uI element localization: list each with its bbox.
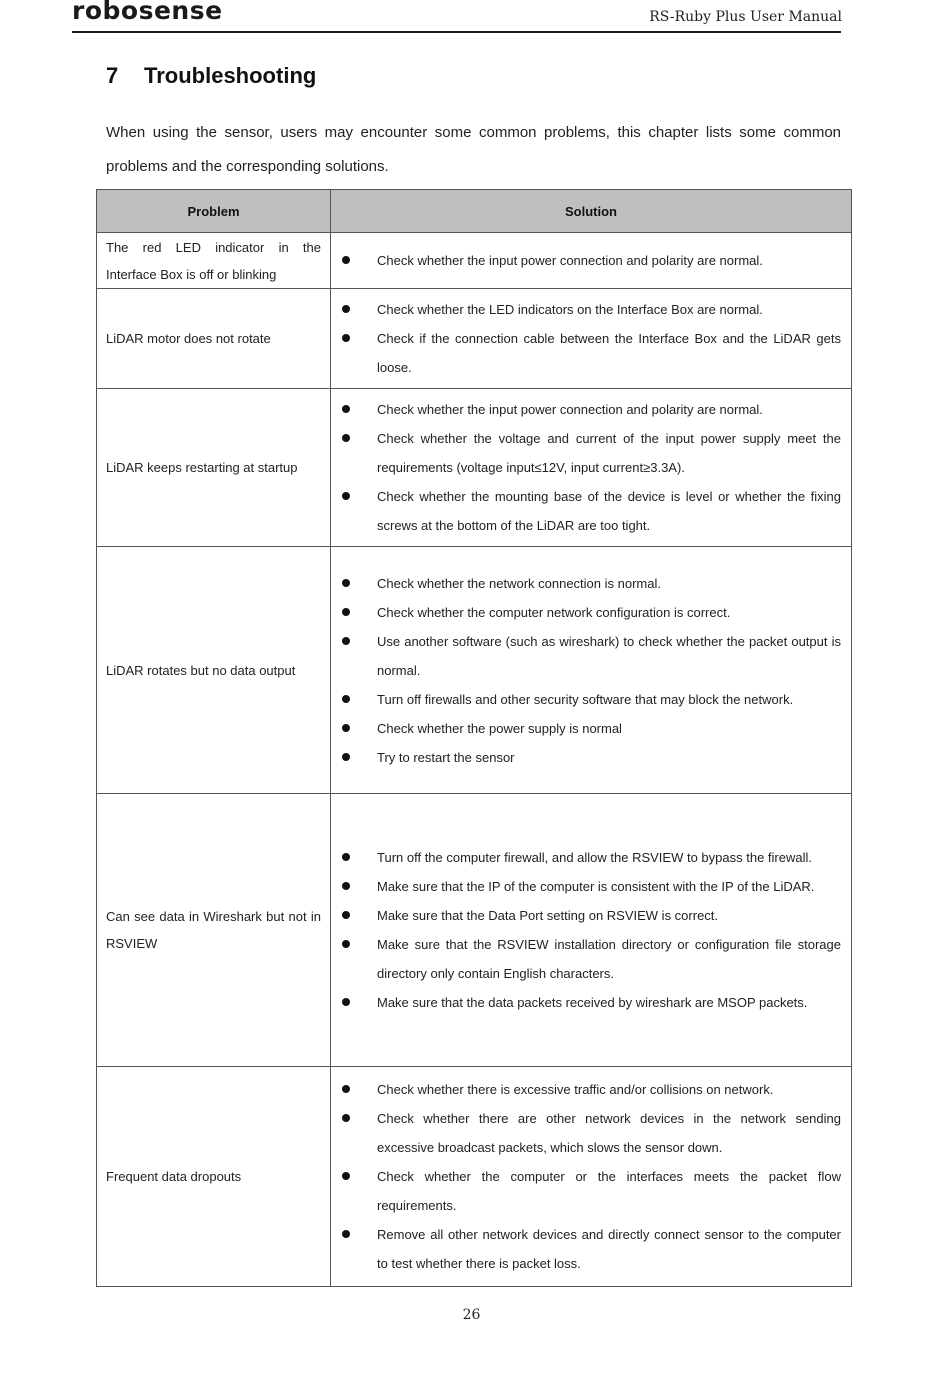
solution-list bbox=[341, 569, 841, 772]
page-number: 26 bbox=[462, 1307, 481, 1323]
table-row bbox=[97, 1067, 852, 1287]
solution-list bbox=[341, 843, 841, 1017]
bullet-icon bbox=[342, 940, 350, 948]
solution-item: Make sure that the Data Port setting on RSVIEW is correct. bbox=[341, 901, 841, 930]
table-row bbox=[97, 794, 852, 1067]
solution-item: Make sure that the IP of the computer is consistent with the IP of the LiDAR. bbox=[341, 872, 841, 901]
bullet-icon bbox=[342, 608, 350, 616]
bullet-icon bbox=[342, 305, 350, 313]
solution-cell bbox=[331, 794, 852, 1067]
solution-item: Try to restart the sensor bbox=[341, 743, 841, 772]
solution-list bbox=[341, 246, 841, 275]
solution-item: Make sure that the RSVIEW installation directory or configuration file storage directory only contain English characters. bbox=[341, 930, 841, 988]
solution-cell bbox=[331, 389, 852, 547]
bullet-icon bbox=[342, 579, 350, 587]
bullet-icon bbox=[342, 998, 350, 1006]
solution-item: Check whether the network connection is normal. bbox=[341, 569, 841, 598]
bullet-icon bbox=[342, 492, 350, 500]
solution-item: Check whether there is excessive traffic and/or collisions on network. bbox=[341, 1075, 841, 1104]
bullet-icon bbox=[342, 853, 350, 861]
solution-item: Check whether the computer network configuration is correct. bbox=[341, 598, 841, 627]
solution-item: Check whether the computer or the interfaces meets the packet flow requirements. bbox=[341, 1162, 841, 1220]
manual-title: RS-Ruby Plus User Manual bbox=[649, 9, 842, 25]
solution-item: Check if the connection cable between the Interface Box and the LiDAR gets loose. bbox=[341, 324, 841, 382]
table-row bbox=[97, 233, 852, 289]
solution-cell bbox=[331, 289, 852, 389]
bullet-icon bbox=[342, 911, 350, 919]
chapter-number: 7 bbox=[106, 63, 119, 88]
problem-cell: Frequent data dropouts bbox=[97, 1067, 331, 1287]
header-rule bbox=[72, 31, 841, 33]
bullet-icon bbox=[342, 753, 350, 761]
solution-item: Check whether the input power connection and polarity are normal. bbox=[341, 395, 841, 424]
header-problem: Problem bbox=[97, 190, 331, 233]
bullet-icon bbox=[342, 1114, 350, 1122]
table-row bbox=[97, 289, 852, 389]
solution-item: Check whether the input power connection and polarity are normal. bbox=[341, 246, 841, 275]
solution-cell bbox=[331, 1067, 852, 1287]
solution-item: Check whether the mounting base of the device is level or whether the fixing screws at the bottom of the LiDAR are too tight. bbox=[341, 482, 841, 540]
solution-item: Turn off the computer firewall, and allow the RSVIEW to bypass the firewall. bbox=[341, 843, 841, 872]
solution-cell bbox=[331, 547, 852, 794]
problem-cell: LiDAR motor does not rotate bbox=[97, 289, 331, 389]
table-row bbox=[97, 389, 852, 547]
bullet-icon bbox=[342, 434, 350, 442]
bullet-icon bbox=[342, 882, 350, 890]
solution-list bbox=[341, 295, 841, 382]
problem-cell: The red LED indicator in the Interface Box is off or blinking bbox=[97, 233, 331, 289]
bullet-icon bbox=[342, 724, 350, 732]
problem-cell: Can see data in Wireshark but not in RSVIEW bbox=[97, 794, 331, 1067]
solution-cell bbox=[331, 233, 852, 289]
bullet-icon bbox=[342, 334, 350, 342]
intro-paragraph: When using the sensor, users may encounter some common problems, this chapter lists some common problems and the corresponding solutions. bbox=[106, 124, 841, 175]
solution-item: Check whether the LED indicators on the Interface Box are normal. bbox=[341, 295, 841, 324]
solution-item: Make sure that the data packets received by wireshark are MSOP packets. bbox=[341, 988, 841, 1017]
solution-item: Check whether the power supply is normal bbox=[341, 714, 841, 743]
solution-item: Use another software (such as wireshark) to check whether the packet output is normal. bbox=[341, 627, 841, 685]
solution-item: Remove all other network devices and directly connect sensor to the computer to test whether there is packet loss. bbox=[341, 1220, 841, 1278]
bullet-icon bbox=[342, 1172, 350, 1180]
troubleshooting-table bbox=[96, 189, 852, 1287]
solution-list bbox=[341, 1075, 841, 1278]
bullet-icon bbox=[342, 637, 350, 645]
solution-item: Check whether there are other network devices in the network sending excessive broadcast packets, which slows the sensor down. bbox=[341, 1104, 841, 1162]
bullet-icon bbox=[342, 256, 350, 264]
header-solution: Solution bbox=[331, 190, 852, 233]
problem-cell: LiDAR keeps restarting at startup bbox=[97, 389, 331, 547]
problem-cell: LiDAR rotates but no data output bbox=[97, 547, 331, 794]
bullet-icon bbox=[342, 695, 350, 703]
solution-item: Turn off firewalls and other security software that may block the network. bbox=[341, 685, 841, 714]
chapter-title: Troubleshooting bbox=[144, 63, 317, 88]
robosense-logo: robosense bbox=[72, 0, 223, 25]
table-row bbox=[97, 547, 852, 794]
table-header-row bbox=[97, 190, 852, 233]
solution-item: Check whether the voltage and current of the input power supply meet the requirements (voltage input≤12V, input current≥3.3A). bbox=[341, 424, 841, 482]
bullet-icon bbox=[342, 405, 350, 413]
bullet-icon bbox=[342, 1230, 350, 1238]
solution-list bbox=[341, 395, 841, 540]
bullet-icon bbox=[342, 1085, 350, 1093]
chapter-heading bbox=[106, 63, 316, 89]
